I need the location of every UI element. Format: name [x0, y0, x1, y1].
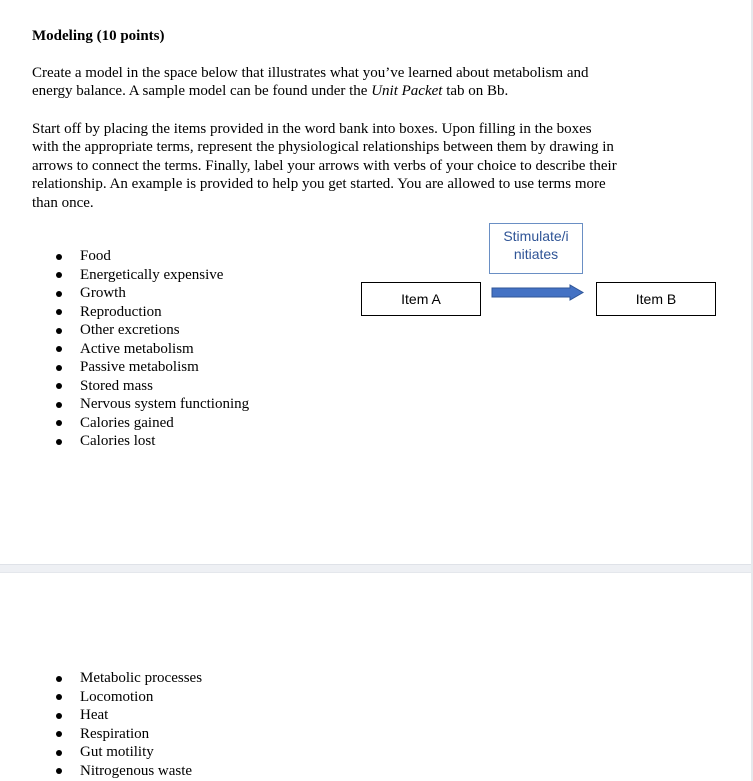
instructions-line: with the appropriate terms, represent the physiological relationships between them by drawing in [32, 139, 614, 156]
intro-line-2-end: tab on Bb. [442, 83, 509, 100]
arrow-shape [492, 285, 583, 300]
word-bank-item: Stored mass [55, 377, 249, 396]
arrow-label-line-1: Stimulate/i [503, 228, 569, 244]
word-bank-item: Reproduction [55, 303, 249, 322]
item-b-box[interactable] [596, 282, 716, 316]
word-bank-item: Food [55, 247, 249, 266]
intro-paragraph [32, 64, 672, 101]
word-bank-item: Growth [55, 284, 249, 303]
right-arrow-icon[interactable] [491, 284, 584, 301]
word-bank-item: Nervous system functioning [55, 395, 249, 414]
word-bank-item: Respiration [55, 725, 202, 744]
word-bank-list [55, 247, 249, 451]
word-bank-item: Energetically expensive [55, 266, 249, 285]
word-bank-item: Heat [55, 706, 202, 725]
page-break [0, 564, 753, 573]
word-bank-item: Calories lost [55, 432, 249, 451]
arrow-label-box[interactable] [489, 223, 583, 274]
word-bank-item: Locomotion [55, 688, 202, 707]
section-heading: Modeling (10 points) [32, 28, 165, 44]
instructions-line: arrows to connect the terms. Finally, label your arrows with verbs of your choice to describe their [32, 157, 617, 174]
item-a-box[interactable] [361, 282, 481, 316]
unit-packet-reference: Unit Packet [371, 83, 443, 100]
word-bank-item: Calories gained [55, 414, 249, 433]
instructions-paragraph [32, 120, 672, 212]
word-bank-list-continued [55, 669, 202, 780]
item-b-label: Item B [635, 291, 677, 307]
word-bank-item: Passive metabolism [55, 358, 249, 377]
item-a-label: Item A [401, 291, 441, 307]
arrow-label-line-2: nitiates [513, 246, 559, 262]
intro-line-2-start: energy balance. A sample model can be found under the [32, 83, 372, 100]
word-bank-item: Active metabolism [55, 340, 249, 359]
word-bank-item: Metabolic processes [55, 669, 202, 688]
instructions-line: relationship. An example is provided to help you get started. You are allowed to use terms more [32, 176, 606, 193]
intro-line-1: Create a model in the space below that illustrates what you’ve learned about metabolism and [32, 65, 589, 81]
instructions-line: Start off by placing the items provided in the word bank into boxes. Upon filling in the boxes [32, 121, 592, 137]
instructions-line: than once. [32, 194, 94, 211]
document-page-2 [0, 573, 753, 781]
word-bank-item: Nitrogenous waste [55, 762, 202, 781]
word-bank-item: Other excretions [55, 321, 249, 340]
word-bank-item: Gut motility [55, 743, 202, 762]
intro-line-2 [32, 82, 672, 100]
